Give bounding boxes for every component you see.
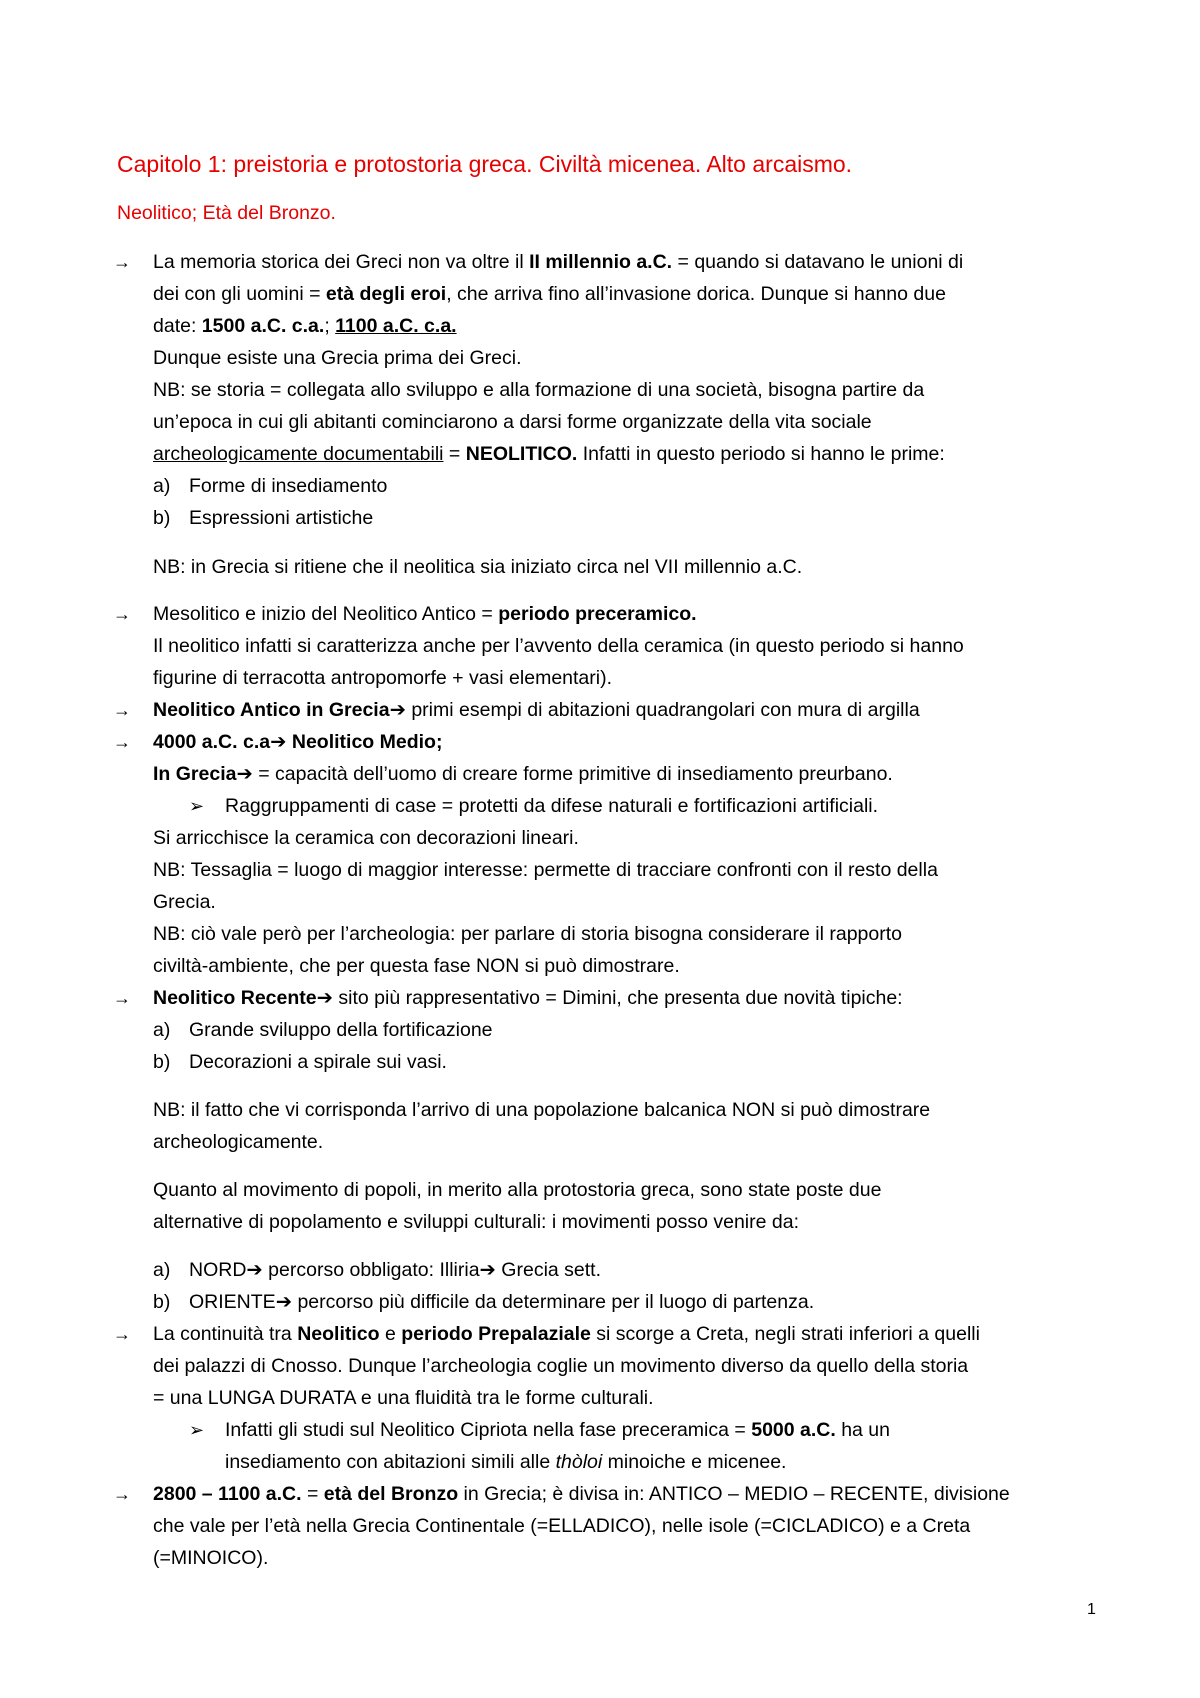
text-line: un’epoca in cui gli abitanti cominciarono a darsi forme organizzate della vita sociale (153, 411, 872, 433)
arrow-bullet-icon: → (113, 732, 131, 752)
text-line: date: 1500 a.C. c.a.; 1100 a.C. c.a. (153, 315, 457, 337)
text-line: figurine di terracotta antropomorfe + vasi elementari). (153, 667, 613, 689)
list-item: Espressioni artistiche (189, 507, 374, 529)
text-line: dei palazzi di Cnosso. Dunque l’archeologia coglie un movimento diverso da quello della storia (153, 1355, 969, 1377)
text-line: Mesolitico e inizio del Neolitico Antico = periodo preceramico. (153, 603, 697, 625)
text-line: archeologicamente documentabili = NEOLITICO. Infatti in questo periodo si hanno le prime: (153, 443, 945, 465)
note-line: NB: il fatto che vi corrisponda l’arrivo di una popolazione balcanica NON si può dimostrare (153, 1099, 931, 1121)
text-line: La continuità tra Neolitico e periodo Prepalaziale si scorge a Creta, negli strati inferiori a quelli (153, 1323, 980, 1345)
text-line: (=MINOICO). (153, 1547, 269, 1569)
chevron-bullet-icon: ➢ (189, 1420, 205, 1440)
text-line: dei con gli uomini = età degli eroi, che arriva fino all’invasione dorica. Dunque si hanno due (153, 283, 946, 305)
arrow-bullet-icon: → (113, 1484, 131, 1504)
text-line: Dunque esiste una Grecia prima dei Greci. (153, 347, 522, 369)
list-marker: b) (153, 507, 171, 529)
note-line: archeologicamente. (153, 1131, 324, 1153)
text-line: In Grecia➔ = capacità dell’uomo di creare forme primitive di insediamento preurbano. (153, 763, 893, 785)
list-marker: b) (153, 1051, 171, 1073)
arrow-bullet-icon: → (113, 700, 131, 720)
list-marker: a) (153, 1259, 171, 1281)
text-line: Si arricchisce la ceramica con decorazioni lineari. (153, 827, 579, 849)
page-title: Capitolo 1: preistoria e protostoria greca. Civiltà micenea. Alto arcaismo. (117, 151, 853, 177)
section-heading: Neolitico; Età del Bronzo. (117, 202, 336, 224)
note-line: NB: in Grecia si ritiene che il neolitica sia iniziato circa nel VII millennio a.C. (153, 556, 803, 578)
text-line: Neolitico Recente➔ sito più rappresentativo = Dimini, che presenta due novità tipiche: (153, 987, 903, 1009)
text-line: Il neolitico infatti si caratterizza anche per l’avvento della ceramica (in questo periodo si hanno (153, 635, 964, 657)
arrow-bullet-icon: → (113, 604, 131, 624)
chevron-bullet-icon: ➢ (189, 796, 205, 816)
arrow-bullet-icon: → (113, 1324, 131, 1344)
text-line: NB: se storia = collegata allo sviluppo e alla formazione di una società, bisogna partire da (153, 379, 925, 401)
text-line: alternative di popolamento e sviluppi culturali: i movimenti posso venire da: (153, 1211, 800, 1233)
text-line: civiltà-ambiente, che per questa fase NON si può dimostrare. (153, 955, 680, 977)
list-item: ORIENTE➔ percorso più difficile da determinare per il luogo di partenza. (189, 1291, 815, 1313)
text-line: che vale per l’età nella Grecia Continentale (=ELLADICO), nelle isole (=CICLADICO) e a Creta (153, 1515, 971, 1537)
text-line: 4000 a.C. c.a➔ Neolitico Medio; (153, 731, 443, 753)
sub-list-item: Infatti gli studi sul Neolitico Cipriota nella fase preceramica = 5000 a.C. ha un (225, 1419, 890, 1441)
list-marker: a) (153, 1019, 171, 1041)
text-line: NB: ciò vale però per l’archeologia: per parlare di storia bisogna considerare il rapporto (153, 923, 902, 945)
text-line: Grecia. (153, 891, 216, 913)
list-item: Forme di insediamento (189, 475, 388, 497)
text-line: NB: Tessaglia = luogo di maggior interesse: permette di tracciare confronti con il resto della (153, 859, 938, 881)
text-line: = una LUNGA DURATA e una fluidità tra le forme culturali. (153, 1387, 654, 1409)
text-line: 2800 – 1100 a.C. = età del Bronzo in Grecia; è divisa in: ANTICO – MEDIO – RECENTE, divisione (153, 1483, 1010, 1505)
sub-list-item: Raggruppamenti di case = protetti da difese naturali e fortificazioni artificiali. (225, 795, 879, 817)
list-marker: a) (153, 475, 171, 497)
list-item: NORD➔ percorso obbligato: Illiria➔ Grecia sett. (189, 1259, 602, 1281)
text-line: Neolitico Antico in Grecia➔ primi esempi di abitazioni quadrangolari con mura di argilla (153, 699, 920, 721)
list-marker: b) (153, 1291, 171, 1313)
page-number: 1 (1087, 1601, 1096, 1618)
arrow-bullet-icon: → (113, 988, 131, 1008)
sub-list-item: insediamento con abitazioni simili alle thòloi minoiche e micenee. (225, 1451, 787, 1473)
arrow-bullet-icon: → (113, 252, 131, 272)
text-line: Quanto al movimento di popoli, in merito alla protostoria greca, sono state poste due (153, 1179, 882, 1201)
list-item: Decorazioni a spirale sui vasi. (189, 1051, 447, 1073)
text-line: La memoria storica dei Greci non va oltre il II millennio a.C. = quando si datavano le unioni di (153, 251, 964, 273)
list-item: Grande sviluppo della fortificazione (189, 1019, 493, 1041)
